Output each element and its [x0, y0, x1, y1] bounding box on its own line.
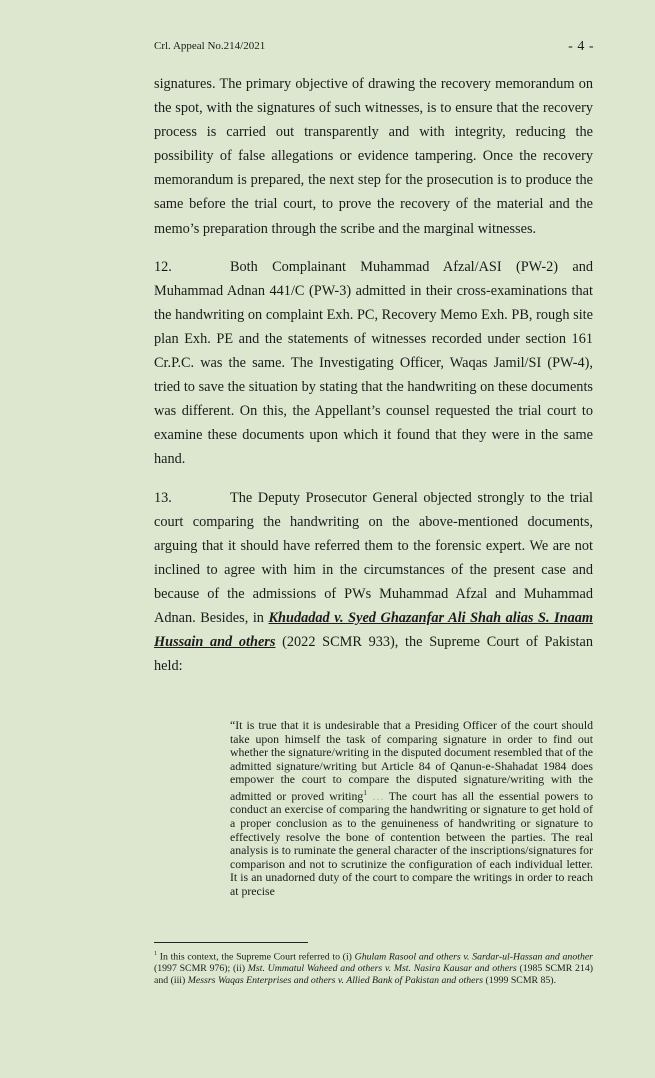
footnote-divider — [154, 942, 308, 943]
document-body — [154, 72, 593, 692]
paragraph-continued: signatures. The primary objective of drawing the recovery memorandum on the spot, with the signatures of such witnesses, is to ensure that the recovery process is carried out transparently and with integrity, reducing the possibility of false allegations or evidence tampering. Once the recovery memorandum is prepared, the next step for the prosecution is to produce the same before the trial court, to prove the recovery of the material and the memo’s preparation through the scribe and the marginal witnesses. — [154, 76, 593, 237]
quote-text: The court has all the essential powers to conduct an exercise of comparing the handwriting or signature to get hold of a proper conclusion as to the genuineness of handwriting or signature to effectively resolve the bone of contention between the parties. The real analysis is to ruminate the general character of the inscriptions/signatures for comparison and not to scrutinize the configuration of each individual letter. It is an unadorned duty of the court to compare the writings in order to reach at precise — [230, 788, 593, 899]
paragraph-number: 13. — [154, 489, 172, 506]
footnote-text: In this context, the Supreme Court referred to (i) — [157, 951, 355, 963]
page-number: - 4 - — [568, 39, 594, 54]
paragraph-text: Both Complainant Muhammad Afzal/ASI (PW-2) and Muhammad Adnan 441/C (PW-3) admitted in their cross-examinations that the handwriting on complaint Exh. PC, Recovery Memo Exh. PB, rough site plan Exh. PE and the statements of witnesses recorded under section 161 Cr.P.C. was the same. The Investigating Officer, Waqas Jamil/SI (PW-4), tried to save the situation by stating that the handwriting on these documents was different. On this, the Appellant’s counsel requested the trial court to examine these documents upon which it found that they were in the same hand. — [154, 258, 593, 468]
paragraph-text: The Deputy Prosecutor General objected strongly to the trial court comparing the handwriting on the above-mentioned documents, arguing that it should have referred them to the forensic expert. We are not inclined to agree with him in the circumstances of the present case and because of the admissions of PWs Muhammad Afzal and Muhammad Adnan. Besides, in — [154, 489, 593, 626]
case-number: Crl. Appeal No.214/2021 — [154, 40, 266, 52]
quote-text: “It is true that it is undesirable that a Presiding Officer of the court should take upon himself the task of comparing signature in order to find out whether the signature/writing in the disputed document resembled that of the admitted signature/writing but Article 84 of Qanun-e-Shahadat 1984 does empower the court to compare the disputed signature/writing with the admitted or proved writing — [230, 718, 593, 803]
footnote-marker: 1 — [154, 951, 157, 957]
page-header — [154, 38, 594, 58]
footnote-text: (1997 SCMR 976); (ii) — [154, 963, 248, 975]
footnote-text: (1985 SCMR 214) and (iii) — [154, 963, 594, 987]
footnote — [154, 948, 593, 987]
case-citation: Khudadad v. Syed Ghazanfar Ali Shah alias S. Inaam Hussain and others — [154, 609, 593, 651]
footnote-citation: Mst. Ummatul Waheed and others v. Mst. Nasira Kausar and others — [247, 963, 517, 975]
paragraph-12 — [154, 255, 593, 472]
footnote-citation: Ghulam Rasool and others v. Sardar-ul-Hassan and another — [354, 951, 593, 963]
footnote-text: (1999 SCMR 85). — [483, 975, 557, 987]
paragraph-13 — [154, 486, 593, 679]
paragraph-number: 12. — [154, 258, 172, 275]
block-quote — [230, 719, 593, 899]
footnote-reference[interactable]: 1 — [363, 788, 367, 797]
footnote-citation: Messrs Waqas Enterprises and others v. Allied Bank of Pakistan and others — [187, 975, 484, 987]
quote-ellipsis: … — [366, 788, 384, 803]
paragraph-text: (2022 SCMR 933), the Supreme Court of Pakistan held: — [154, 634, 593, 675]
